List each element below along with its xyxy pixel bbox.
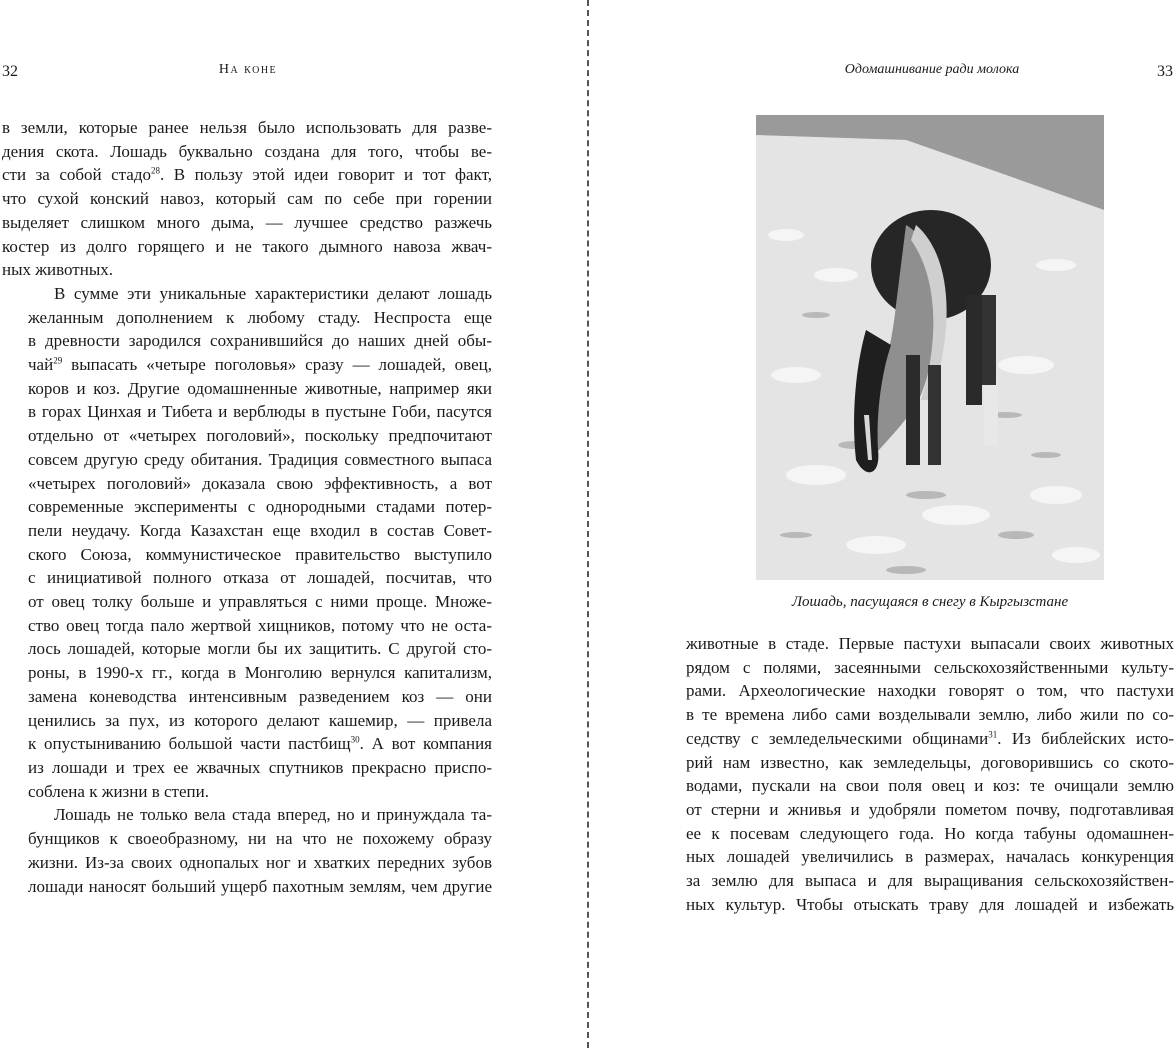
text-line: ных лошадей увеличились в размерах, началась конкуренция [686,847,1174,867]
text-line: современные эксперименты с однородными стадами потер- [28,497,492,517]
text-line: ценились за пух, из которого делают кашемир, — привела [28,710,492,730]
footnote-ref[interactable]: 28 [151,165,160,176]
text-line: животные в стаде. Первые пастухи выпасали своих животных [686,634,1174,653]
text-line: желанным дополнением к любому стаду. Неспроста еще [28,307,492,327]
right-page-number: 33 [1157,63,1173,80]
text-line: водами, пускали на свои поля овец и коз: те очищали землю [686,776,1174,796]
text-line: роны, в 1990-х гг., когда в Монголию вернулся капитализм, [28,663,492,683]
footnote-ref[interactable]: 30 [350,734,360,745]
text-line: совсем другую среду обитания. Традиция совместного выпаса [28,449,492,469]
text-line: замена коневодства интенсивным разведением коз — они [28,686,492,706]
text-line: ее к посевам следующего года. Но когда табуны одомашнен- [686,823,1174,843]
left-page-number: 32 [2,63,18,80]
text-line: ского Союза, коммунистическое правительство выступило [28,544,492,564]
text-line: лось лошадей, которые могли бы их защитить. С другой сто- [28,639,492,659]
left-paragraph [2,116,492,282]
left-page [0,0,586,1048]
right-paragraph [686,632,1174,916]
text-line: рядом с полями, засеянными сельскохозяйственными культу- [686,657,1174,677]
text-line: с инициативой полного отказа от лошадей, посчитав, что [28,568,492,588]
footnote-ref[interactable]: 31 [988,729,998,740]
text-line: костер из долго горящего и не такого дымного навоза жвач- [2,236,492,256]
text-line: отдельно от «четырех поголовий», поскольку предпочитают [28,426,492,446]
text-line: бунщиков к своеобразному, ни на что не похожему образу [28,829,492,849]
text-line: от овец толку больше и управляться с ними проще. Множе- [28,592,492,612]
text-line: соблена к жизни в степи. [28,781,209,801]
text-line: ство овец тогда пало жертвой хищников, потому что не оста- [28,615,492,635]
page-gutter-dashed-line [587,0,589,1048]
left-paragraph [2,282,492,803]
text-line: «четырех поголовий» доказала свою эффективность, а вот [28,473,492,493]
text-line: Лошадь не только вела стада вперед, но и принуждала та- [54,805,492,825]
text-line: чай$^{29}$ выпасать «четыре поголовья» сразу — лошадей, овец, [28,355,492,375]
left-running-head: На коне [218,62,278,77]
text-line: рами. Археологические находки говорят о том, что пастухи [686,681,1174,701]
text-line: за землю для выпаса и для выращивания сельскохозяйствен- [686,871,1174,891]
text-line: от стерни и жнивья и удобряли пометом почву, подготавливая [686,799,1174,819]
left-body-text [2,116,492,898]
text-line: ных культур. Чтобы отыскать траву для лошадей и избежать [686,894,1174,914]
text-line: лошади наносят больший ущерб пахотным землям, чем другие [28,876,492,896]
text-line: выделяет слишком много дыма, — лучшее средство разжечь [2,212,492,232]
right-body-text [686,632,1174,916]
text-line: в древности зародился сохранившийся до наших дней обы- [28,331,492,351]
text-line: рий нам известно, как земледельцы, договорившись со ското- [686,752,1174,772]
text-line: коров и коз. Другие одомашненные животные, например яки [28,378,492,398]
text-line: в горах Цинхая и Тибета и верблюды в пустыне Гоби, пасутся [28,402,492,422]
text-line: из лошади и трех ее жвачных спутников прекрасно приспо- [28,757,492,777]
text-line: сти за собой стадо$^{28}$. В пользу этой идеи говорит и тот факт, [2,165,492,185]
text-line: дения скота. Лошадь буквально создана для того, чтобы ве- [2,141,492,161]
photo-caption: Лошадь, пасущаяся в снегу в Кыргызстане [791,594,1069,610]
horse-photo-illustration [756,115,1104,580]
text-line: к опустыниванию большой части пастбищ$^{30}$. А вот компания [28,734,492,754]
text-line: В сумме эти уникальные характеристики делают лошадь [54,283,492,303]
left-paragraph [2,803,492,898]
text-line: пели неудачу. Когда Казахстан еще входил в состав Совет- [28,520,492,540]
text-line: седству с земледельческими общинами$^{31}$. Из библейских исто- [686,728,1174,748]
text-line: что сухой конский навоз, который сам по себе при горении [2,189,492,209]
text-line: жизни. Из-за своих однопалых ног и хватких передних зубов [28,852,492,872]
text-line: ных животных. [2,260,113,280]
text-line: в те времена либо сами возделывали землю, либо жили по со- [686,705,1174,725]
right-page [592,0,1176,1048]
horse-in-snow-photo [756,115,1104,580]
text-line: в земли, которые ранее нельзя было использовать для разве- [2,118,492,137]
right-running-head: Одомашнивание ради молока [844,62,1020,77]
footnote-ref[interactable]: 29 [53,355,63,366]
